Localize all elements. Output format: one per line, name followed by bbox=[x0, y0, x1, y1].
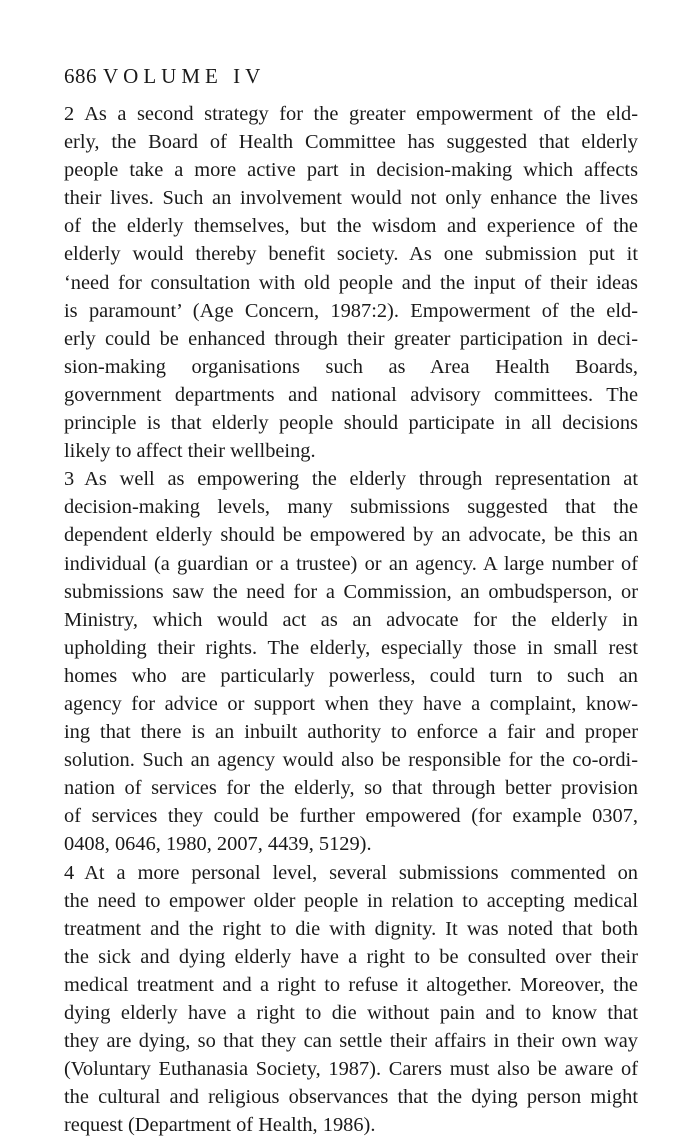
text-line bbox=[64, 100, 638, 128]
text-line bbox=[64, 887, 638, 915]
line-text: 0408, 0646, 1980, 2007, 4439, 5129). bbox=[64, 833, 372, 856]
text-line bbox=[64, 437, 638, 465]
paragraph-number: 4 bbox=[64, 861, 75, 884]
paragraph-4 bbox=[64, 859, 638, 1139]
volume-label: VOLUME IV bbox=[103, 64, 266, 88]
line-text: upholding their rights. The elderly, especially those in small rest bbox=[64, 636, 638, 659]
line-text: individual (a guardian or a trustee) or an agency. A large number of bbox=[64, 552, 638, 575]
paragraph-3 bbox=[64, 465, 638, 858]
line-text: the sick and dying elderly have a right to be consulted over their bbox=[64, 945, 638, 968]
text-line bbox=[64, 690, 638, 718]
text-line bbox=[64, 184, 638, 212]
line-text: As well as empowering the elderly through representation at bbox=[84, 468, 638, 491]
text-line bbox=[64, 156, 638, 184]
text-line bbox=[64, 578, 638, 606]
line-text: decision-making levels, many submissions suggested that the bbox=[64, 496, 638, 519]
text-line bbox=[64, 1055, 638, 1083]
line-text: submissions saw the need for a Commission, an ombudsperson, or bbox=[64, 580, 638, 603]
line-text: sion-making organisations such as Area Health Boards, bbox=[64, 355, 638, 378]
line-text: solution. Such an agency would also be responsible for the co-ordi- bbox=[64, 749, 638, 772]
text-line bbox=[64, 212, 638, 240]
text-line bbox=[64, 269, 638, 297]
line-text: medical treatment and a right to refuse it altogether. Moreover, the bbox=[64, 973, 638, 996]
text-line bbox=[64, 746, 638, 774]
line-text: is paramount’ (Age Concern, 1987:2). Empowerment of the eld- bbox=[64, 299, 638, 322]
text-line bbox=[64, 634, 638, 662]
line-text: Ministry, which would act as an advocate for the elderly in bbox=[64, 608, 638, 631]
line-text: their lives. Such an involvement would not only enhance the lives bbox=[64, 187, 638, 210]
line-text: likely to affect their wellbeing. bbox=[64, 440, 316, 463]
line-text: dying elderly have a right to die without pain and to know that bbox=[64, 1002, 638, 1024]
text-line bbox=[64, 606, 638, 634]
text-line bbox=[64, 240, 638, 268]
text-line bbox=[64, 971, 638, 999]
text-line bbox=[64, 353, 638, 381]
line-text: principle is that elderly people should participate in all decisions bbox=[64, 412, 638, 435]
text-line bbox=[64, 999, 638, 1027]
text-line bbox=[64, 1111, 638, 1139]
line-text: request (Department of Health, 1986). bbox=[64, 1114, 376, 1137]
line-text: ing that there is an inbuilt authority to enforce a fair and proper bbox=[64, 721, 638, 744]
line-text: elderly would thereby benefit society. As one submission put it bbox=[64, 243, 638, 266]
line-text: of services they could be further empowered (for example 0307, bbox=[64, 805, 638, 828]
line-text: agency for advice or support when they have a complaint, know- bbox=[64, 692, 638, 715]
text-line bbox=[64, 325, 638, 353]
text-line bbox=[64, 859, 638, 887]
paragraph-number: 2 bbox=[64, 103, 75, 125]
line-text: dependent elderly should be empowered by an advocate, be this an bbox=[64, 524, 638, 547]
line-text: the need to empower older people in relation to accepting medical bbox=[64, 889, 638, 912]
running-head bbox=[64, 62, 638, 90]
text-line bbox=[64, 550, 638, 578]
line-text: of the elderly themselves, but the wisdom and experience of the bbox=[64, 215, 638, 238]
body-text bbox=[64, 100, 638, 1139]
line-text: erly could be enhanced through their greater participation in deci- bbox=[64, 327, 638, 350]
text-line bbox=[64, 774, 638, 802]
line-text: As a second strategy for the greater empowerment of the eld- bbox=[84, 103, 638, 125]
line-text: At a more personal level, several submissions commented on bbox=[84, 861, 638, 884]
text-line bbox=[64, 1027, 638, 1055]
line-text: ‘need for consultation with old people and the input of their ideas bbox=[64, 271, 638, 294]
line-text: government departments and national advisory committees. The bbox=[64, 383, 638, 406]
text-line bbox=[64, 128, 638, 156]
text-line bbox=[64, 409, 638, 437]
text-line bbox=[64, 465, 638, 493]
text-line bbox=[64, 718, 638, 746]
line-text: treatment and the right to die with dignity. It was noted that both bbox=[64, 917, 638, 940]
page-number: 686 bbox=[64, 64, 97, 88]
text-line bbox=[64, 943, 638, 971]
paragraph-2 bbox=[64, 100, 638, 465]
line-text: erly, the Board of Health Committee has suggested that elderly bbox=[64, 131, 638, 154]
text-line bbox=[64, 915, 638, 943]
text-line bbox=[64, 1083, 638, 1111]
document-page bbox=[64, 62, 638, 1139]
line-text: (Voluntary Euthanasia Society, 1987). Carers must also be aware of bbox=[64, 1058, 638, 1081]
text-line bbox=[64, 830, 638, 858]
line-text: people take a more active part in decision-making which affects bbox=[64, 159, 638, 182]
line-text: homes who are particularly powerless, could turn to such an bbox=[64, 664, 638, 687]
text-line bbox=[64, 297, 638, 325]
paragraph-number: 3 bbox=[64, 468, 75, 491]
line-text: nation of services for the elderly, so that through better provision bbox=[64, 777, 638, 800]
text-line bbox=[64, 493, 638, 521]
line-text: the cultural and religious observances that the dying person might bbox=[64, 1086, 638, 1109]
line-text: they are dying, so that they can settle their affairs in their own way bbox=[64, 1030, 638, 1053]
text-line bbox=[64, 802, 638, 830]
text-line bbox=[64, 381, 638, 409]
text-line bbox=[64, 662, 638, 690]
text-line bbox=[64, 521, 638, 549]
